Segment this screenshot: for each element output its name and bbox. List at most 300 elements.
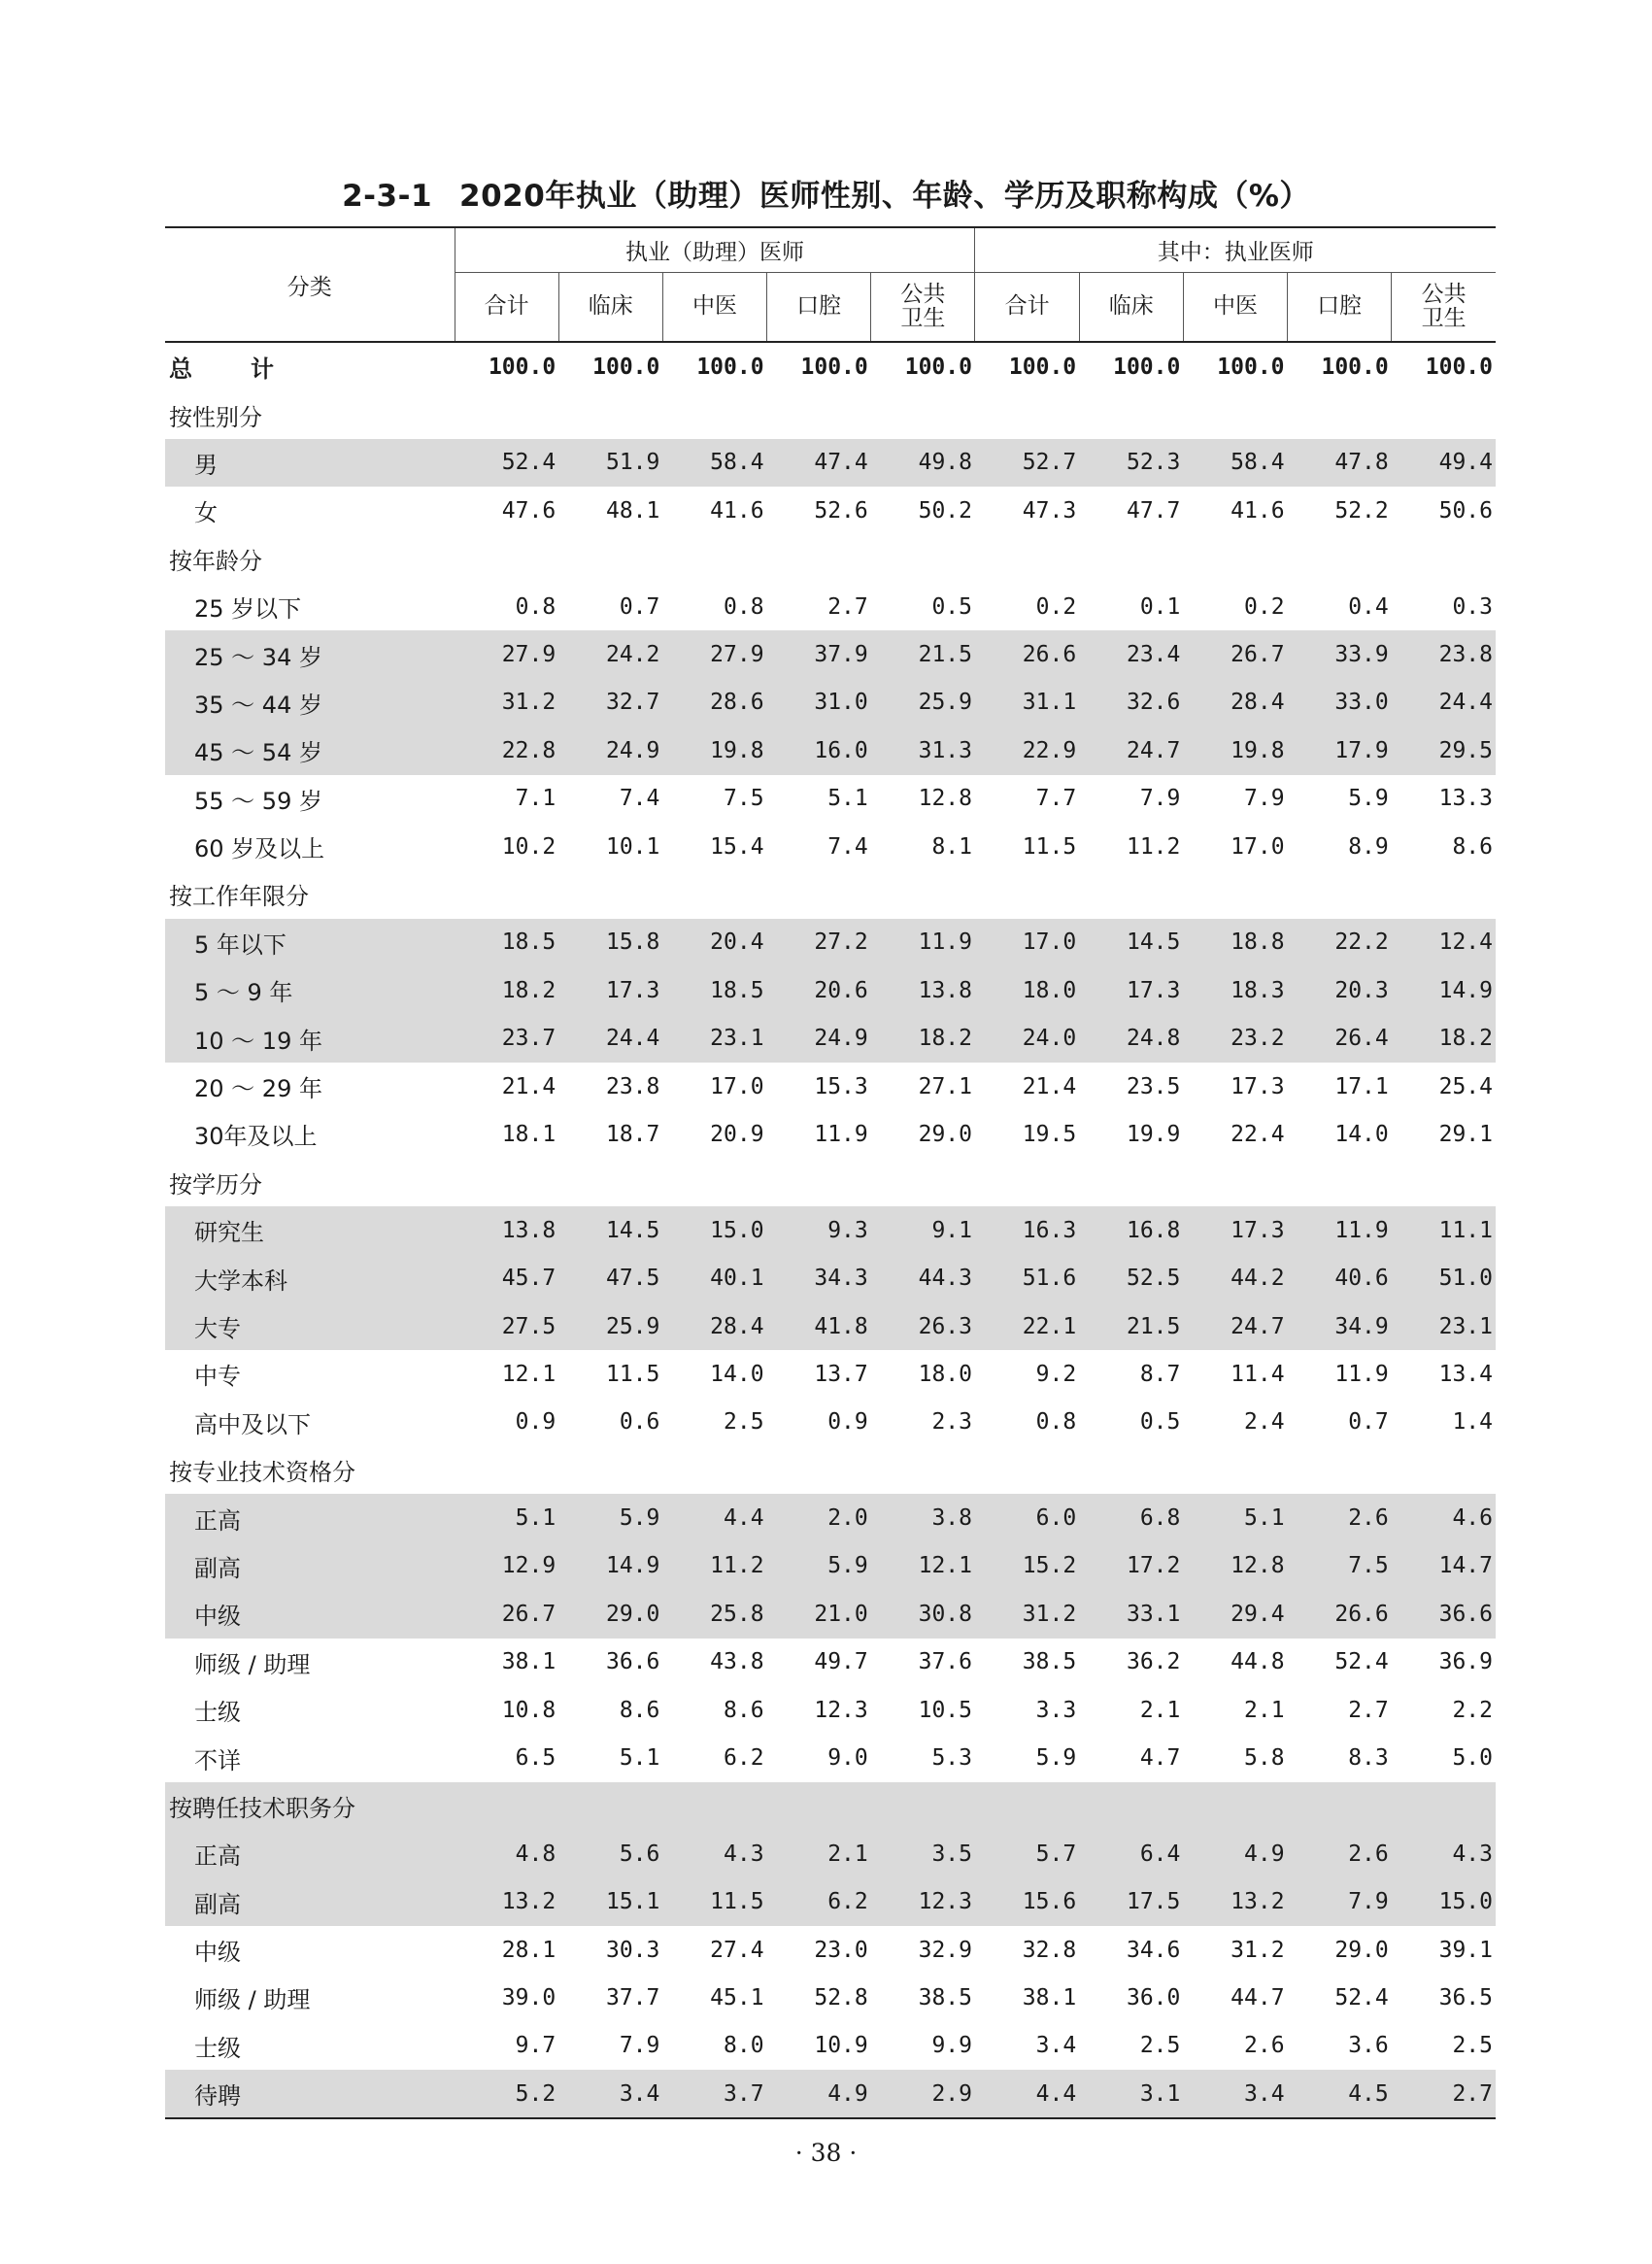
table-cell: 18.5: [662, 966, 766, 1014]
table-cell: 52.8: [814, 1984, 868, 2011]
row-label: 5 年以下: [165, 919, 455, 966]
table-cell: 52.6: [814, 497, 868, 524]
table-cell: 31.3: [871, 727, 975, 774]
table-cell: [1288, 535, 1392, 583]
table-cell: [455, 870, 558, 918]
table-cell: 3.4: [558, 2070, 662, 2118]
table-row: [165, 1399, 1496, 1446]
table-cell: 3.4: [1035, 2033, 1077, 2059]
row-label: 副高: [165, 1542, 455, 1590]
table-cell: 52.3: [1079, 439, 1183, 487]
table-cell: 12.1: [501, 1361, 556, 1387]
table-cell: 29.0: [918, 1121, 972, 1147]
table-cell: [1392, 1159, 1496, 1206]
table-cell: [1183, 1159, 1287, 1206]
table-cell: 0.8: [1035, 1409, 1077, 1436]
table-cell: 13.3: [1438, 786, 1493, 812]
table-row: [165, 1063, 1496, 1110]
table-cell: 0.7: [1348, 1409, 1389, 1436]
table-cell: 2.4: [1244, 1409, 1285, 1436]
table-cell: [1079, 1782, 1183, 1830]
table-cell: [1288, 390, 1392, 438]
table-cell: [871, 1782, 975, 1830]
table-cell: 34.3: [767, 1254, 871, 1301]
table-cell: 4.5: [1288, 2070, 1392, 2118]
table-cell: 100.0: [800, 354, 868, 380]
row-label: 30年及以上: [194, 1123, 318, 1151]
table-cell: 39.0: [501, 1984, 556, 2011]
table-cell: 52.7: [975, 439, 1079, 487]
table-cell: 17.2: [1079, 1542, 1183, 1590]
section-label: 按年龄分: [169, 547, 262, 575]
table-cell: 12.1: [871, 1542, 975, 1590]
table-cell: [871, 390, 975, 438]
table-cell: 7.4: [619, 786, 660, 812]
table-cell: 18.2: [455, 966, 558, 1014]
table-cell: 7.9: [1244, 786, 1285, 812]
table-cell: 49.7: [814, 1649, 868, 1675]
table-cell: 40.6: [1288, 1254, 1392, 1301]
table-cell: 12.4: [1392, 919, 1496, 966]
page-number: · 38 ·: [794, 2139, 858, 2167]
table-cell: 4.9: [1183, 1830, 1287, 1877]
table-cell: 28.1: [501, 1937, 556, 1963]
table-cell: 17.0: [710, 1073, 764, 1099]
table-row: [165, 2022, 1496, 2070]
table-row: [165, 1878, 1496, 1926]
table-cell: 51.9: [558, 439, 662, 487]
table-cell: [1288, 1446, 1392, 1494]
table-cell: [1392, 390, 1496, 438]
table-cell: [1079, 1159, 1183, 1206]
column-header: 中医: [662, 273, 766, 343]
table-cell: 23.0: [814, 1937, 868, 1963]
table-row: [165, 1254, 1496, 1301]
row-label: 女: [194, 499, 218, 527]
table-header: [165, 227, 1496, 342]
table-number: 2-3-1: [342, 179, 433, 214]
table-cell: 32.9: [918, 1937, 972, 1963]
table-cell: [1392, 535, 1496, 583]
table-cell: [975, 535, 1079, 583]
table-cell: 2.1: [1244, 1697, 1285, 1723]
table-cell: 2.5: [1139, 2033, 1181, 2059]
table-cell: 18.0: [975, 966, 1079, 1014]
table-cell: 5.9: [1035, 1745, 1077, 1772]
table-cell: 15.3: [814, 1073, 868, 1099]
table-cell: 50.2: [918, 497, 972, 524]
table-cell: [455, 1159, 558, 1206]
table-row: [165, 1830, 1496, 1877]
table-cell: 2.7: [827, 593, 868, 620]
table-cell: 44.3: [871, 1254, 975, 1301]
table-cell: 36.9: [1438, 1649, 1493, 1675]
row-label: 大学本科: [165, 1254, 455, 1301]
row-label: 35 ～ 44 岁: [165, 679, 455, 727]
table-row: [165, 1110, 1496, 1158]
table-cell: 21.0: [767, 1590, 871, 1638]
table-cell: 13.2: [1183, 1878, 1287, 1926]
table-cell: 10.8: [501, 1697, 556, 1723]
table-cell: 8.6: [1452, 833, 1493, 860]
column-header: 合计: [975, 273, 1079, 343]
table-cell: 31.2: [975, 1590, 1079, 1638]
table-cell: 31.0: [767, 679, 871, 727]
table-cell: [767, 1782, 871, 1830]
table-cell: 0.2: [1244, 593, 1285, 620]
table-cell: 29.0: [1334, 1937, 1389, 1963]
table-cell: 12.8: [1183, 1542, 1287, 1590]
table-row: [165, 679, 1496, 727]
table-cell: 52.5: [1079, 1254, 1183, 1301]
row-label: 大专: [165, 1302, 455, 1350]
table-cell: 2.7: [1392, 2070, 1496, 2118]
table-cell: 25.8: [662, 1590, 766, 1638]
table-cell: 2.1: [1139, 1697, 1181, 1723]
table-cell: 3.5: [871, 1830, 975, 1877]
section-label: 按工作年限分: [169, 883, 309, 911]
table-cell: 8.3: [1348, 1745, 1389, 1772]
table-cell: 100.0: [488, 354, 556, 380]
table-cell: 2.3: [931, 1409, 972, 1436]
table-cell: 58.4: [662, 439, 766, 487]
table-row: [165, 727, 1496, 774]
table-cell: 9.1: [871, 1206, 975, 1254]
table-cell: 34.9: [1288, 1302, 1392, 1350]
table-cell: 23.7: [455, 1014, 558, 1062]
table-row: [165, 823, 1496, 870]
data-table: [165, 226, 1496, 2119]
row-label: 男: [165, 439, 455, 487]
table-cell: 51.0: [1392, 1254, 1496, 1301]
table-cell: 5.8: [1244, 1745, 1285, 1772]
table-cell: 25.4: [1438, 1073, 1493, 1099]
row-label: 45 ～ 54 岁: [165, 727, 455, 774]
table-cell: 17.9: [1288, 727, 1392, 774]
table-cell: 2.6: [1288, 1494, 1392, 1541]
table-cell: 9.0: [827, 1745, 868, 1772]
table-cell: 2.9: [871, 2070, 975, 2118]
table-cell: 10.9: [814, 2033, 868, 2059]
table-row: [165, 2070, 1496, 2118]
category-header: 分类: [165, 227, 455, 342]
table-cell: 45.1: [710, 1984, 764, 2011]
table-cell: 5.1: [1183, 1494, 1287, 1541]
table-cell: 5.1: [827, 786, 868, 812]
table-row: [165, 1590, 1496, 1638]
section-row: [165, 535, 1496, 583]
table-cell: 3.8: [871, 1494, 975, 1541]
table-cell: 22.8: [455, 727, 558, 774]
table-cell: 41.6: [710, 497, 764, 524]
table-cell: 6.5: [515, 1745, 556, 1772]
table-cell: 22.4: [1231, 1121, 1285, 1147]
table-cell: [767, 535, 871, 583]
table-cell: 30.3: [605, 1937, 660, 1963]
table-cell: 27.5: [455, 1302, 558, 1350]
table-cell: 100.0: [1113, 354, 1181, 380]
row-label: 20 ～ 29 年: [194, 1075, 322, 1103]
table-cell: 11.9: [814, 1121, 868, 1147]
table-cell: 17.3: [1183, 1206, 1287, 1254]
table-cell: 45.7: [455, 1254, 558, 1301]
table-cell: 14.0: [710, 1361, 764, 1387]
table-cell: 15.6: [975, 1878, 1079, 1926]
table-cell: 27.1: [918, 1073, 972, 1099]
table-cell: 21.4: [1022, 1073, 1077, 1099]
table-cell: [871, 535, 975, 583]
table-cell: [455, 1446, 558, 1494]
table-cell: 49.4: [1392, 439, 1496, 487]
table-cell: 14.5: [1079, 919, 1183, 966]
table-cell: 32.6: [1079, 679, 1183, 727]
table-cell: [975, 870, 1079, 918]
row-label: 中专: [194, 1363, 241, 1391]
table-cell: 52.4: [1334, 1984, 1389, 2011]
table-cell: 13.8: [871, 966, 975, 1014]
table-cell: 19.5: [1022, 1121, 1077, 1147]
table-cell: [662, 1446, 766, 1494]
table-cell: 2.5: [724, 1409, 764, 1436]
row-label: 25 岁以下: [194, 595, 302, 624]
table-cell: 11.9: [1288, 1206, 1392, 1254]
table-cell: 12.3: [814, 1697, 868, 1723]
table-row: [165, 1639, 1496, 1686]
table-cell: 31.2: [1231, 1937, 1285, 1963]
table-cell: [1183, 1782, 1287, 1830]
table-cell: 0.1: [1139, 593, 1181, 620]
table-cell: 7.5: [724, 786, 764, 812]
table-cell: 44.8: [1231, 1649, 1285, 1675]
row-label: 研究生: [165, 1206, 455, 1254]
table-cell: 6.2: [724, 1745, 764, 1772]
table-cell: 18.2: [1392, 1014, 1496, 1062]
table-cell: 38.5: [918, 1984, 972, 2011]
table-cell: [558, 535, 662, 583]
table-cell: [1183, 1446, 1287, 1494]
table-cell: 26.3: [871, 1302, 975, 1350]
table-cell: 13.2: [455, 1878, 558, 1926]
table-cell: 27.2: [767, 919, 871, 966]
table-cell: 11.5: [1022, 833, 1077, 860]
table-cell: 41.8: [767, 1302, 871, 1350]
table-cell: [1392, 1782, 1496, 1830]
table-cell: 8.1: [931, 833, 972, 860]
table-cell: 38.1: [501, 1649, 556, 1675]
table-cell: 52.4: [1334, 1649, 1389, 1675]
table-cell: 17.0: [975, 919, 1079, 966]
table-cell: 27.9: [662, 630, 766, 678]
table-cell: [1183, 390, 1287, 438]
table-cell: 15.0: [1392, 1878, 1496, 1926]
table-cell: 22.9: [975, 727, 1079, 774]
row-label: 待聘: [165, 2070, 455, 2118]
table-cell: 0.9: [515, 1409, 556, 1436]
table-cell: 44.2: [1183, 1254, 1287, 1301]
table-cell: [975, 1446, 1079, 1494]
table-cell: 47.7: [1126, 497, 1181, 524]
table-cell: 14.7: [1392, 1542, 1496, 1590]
table-cell: 18.8: [1183, 919, 1287, 966]
table-cell: 20.4: [662, 919, 766, 966]
table-cell: [558, 1159, 662, 1206]
row-label: 25 ～ 34 岁: [165, 630, 455, 678]
table-cell: 3.1: [1079, 2070, 1183, 2118]
row-label: 师级 / 助理: [194, 1986, 311, 2014]
table-cell: 29.1: [1438, 1121, 1493, 1147]
table-cell: [1079, 1446, 1183, 1494]
row-label: 士级: [194, 2034, 241, 2062]
table-cell: 28.6: [662, 679, 766, 727]
table-cell: 9.3: [767, 1206, 871, 1254]
table-cell: 21.4: [501, 1073, 556, 1099]
table-cell: 100.0: [904, 354, 972, 380]
table-cell: 26.6: [975, 630, 1079, 678]
table-cell: 0.9: [827, 1409, 868, 1436]
table-cell: 4.3: [1392, 1830, 1496, 1877]
table-row: [165, 1014, 1496, 1062]
row-label: 正高: [165, 1494, 455, 1541]
table-cell: 8.0: [724, 2033, 764, 2059]
table-cell: 15.2: [975, 1542, 1079, 1590]
table-cell: 28.4: [1183, 679, 1287, 727]
table-cell: 47.8: [1288, 439, 1392, 487]
table-cell: 5.0: [1452, 1745, 1493, 1772]
table-cell: 26.6: [1288, 1590, 1392, 1638]
table-cell: 19.8: [1183, 727, 1287, 774]
table-cell: 36.6: [605, 1649, 660, 1675]
table-cell: 2.0: [767, 1494, 871, 1541]
table-cell: 0.8: [515, 593, 556, 620]
table-cell: 19.8: [662, 727, 766, 774]
table-cell: 23.1: [662, 1014, 766, 1062]
table-cell: 32.7: [558, 679, 662, 727]
table-row: [165, 1350, 1496, 1398]
table-cell: 17.0: [1231, 833, 1285, 860]
table-cell: 16.0: [767, 727, 871, 774]
table-cell: 6.2: [767, 1878, 871, 1926]
table-cell: 14.5: [558, 1206, 662, 1254]
table-cell: 7.5: [1288, 1542, 1392, 1590]
table-cell: 13.7: [814, 1361, 868, 1387]
table-cell: [1079, 390, 1183, 438]
table-cell: 4.4: [975, 2070, 1079, 2118]
table-cell: 2.1: [767, 1830, 871, 1877]
row-label: 55 ～ 59 岁: [194, 787, 322, 815]
table-cell: 15.1: [558, 1878, 662, 1926]
table-cell: 17.1: [1334, 1073, 1389, 1099]
table-cell: 38.1: [1022, 1984, 1077, 2011]
table-cell: 20.3: [1288, 966, 1392, 1014]
table-cell: 2.7: [1348, 1697, 1389, 1723]
table-cell: 43.8: [710, 1649, 764, 1675]
table-cell: 5.2: [455, 2070, 558, 2118]
table-cell: 8.9: [1348, 833, 1389, 860]
table-cell: [662, 870, 766, 918]
table-cell: 37.9: [767, 630, 871, 678]
table-cell: 47.6: [501, 497, 556, 524]
table-cell: 9.2: [1035, 1361, 1077, 1387]
table-cell: 8.7: [1139, 1361, 1181, 1387]
table-cell: 2.5: [1452, 2033, 1493, 2059]
table-cell: 36.5: [1438, 1984, 1493, 2011]
table-cell: 31.1: [975, 679, 1079, 727]
table-cell: 6.8: [1079, 1494, 1183, 1541]
row-label: 60 岁及以上: [194, 835, 325, 863]
table-cell: 4.7: [1139, 1745, 1181, 1772]
table-cell: 7.9: [619, 2033, 660, 2059]
table-cell: 47.4: [767, 439, 871, 487]
row-label: 正高: [165, 1830, 455, 1877]
table-cell: 0.8: [724, 593, 764, 620]
section-row: [165, 1782, 1496, 1830]
table-cell: 11.9: [1334, 1361, 1389, 1387]
table-cell: 16.3: [975, 1206, 1079, 1254]
table-cell: 10.2: [501, 833, 556, 860]
table-cell: 4.9: [767, 2070, 871, 2118]
table-cell: 24.4: [1392, 679, 1496, 727]
table-cell: [871, 870, 975, 918]
table-cell: 23.8: [605, 1073, 660, 1099]
table-cell: 0.2: [1035, 593, 1077, 620]
table-row: [165, 966, 1496, 1014]
column-header: 中医: [1183, 273, 1287, 343]
row-label: 5 ～ 9 年: [165, 966, 455, 1014]
table-cell: 0.3: [1452, 593, 1493, 620]
table-row: [165, 1494, 1496, 1541]
column-header: 口腔: [1288, 273, 1392, 343]
table-cell: [558, 1446, 662, 1494]
table-cell: 100.0: [1217, 354, 1285, 380]
table-cell: 26.7: [1183, 630, 1287, 678]
table-cell: 0.4: [1348, 593, 1389, 620]
total-row: [165, 342, 1496, 390]
table-cell: 2.6: [1244, 2033, 1285, 2059]
table-body: [165, 342, 1496, 2118]
table-cell: 10.1: [605, 833, 660, 860]
table-cell: 17.5: [1079, 1878, 1183, 1926]
column-header: 临床: [1079, 273, 1183, 343]
table-cell: [871, 1446, 975, 1494]
table-cell: 31.2: [455, 679, 558, 727]
table-cell: 28.4: [662, 1302, 766, 1350]
table-cell: 23.8: [1392, 630, 1496, 678]
table-cell: 47.5: [558, 1254, 662, 1301]
table-row: [165, 1926, 1496, 1974]
table-cell: 14.0: [1334, 1121, 1389, 1147]
table-cell: 5.7: [975, 1830, 1079, 1877]
table-cell: 8.6: [724, 1697, 764, 1723]
table-cell: 25.9: [558, 1302, 662, 1350]
table-row: [165, 1686, 1496, 1734]
table-cell: 0.6: [619, 1409, 660, 1436]
table-cell: [1288, 870, 1392, 918]
table-cell: 7.9: [1288, 1878, 1392, 1926]
table-cell: 3.4: [1183, 2070, 1287, 2118]
table-cell: 27.4: [710, 1937, 764, 1963]
table-cell: 25.9: [871, 679, 975, 727]
table-cell: 24.7: [1079, 727, 1183, 774]
table-cell: [1392, 870, 1496, 918]
table-cell: 33.0: [1288, 679, 1392, 727]
table-cell: [455, 1782, 558, 1830]
table-cell: 11.5: [605, 1361, 660, 1387]
table-row: [165, 775, 1496, 823]
table-cell: 4.3: [662, 1830, 766, 1877]
table-cell: [558, 390, 662, 438]
table-cell: 41.6: [1231, 497, 1285, 524]
table-cell: [767, 1446, 871, 1494]
